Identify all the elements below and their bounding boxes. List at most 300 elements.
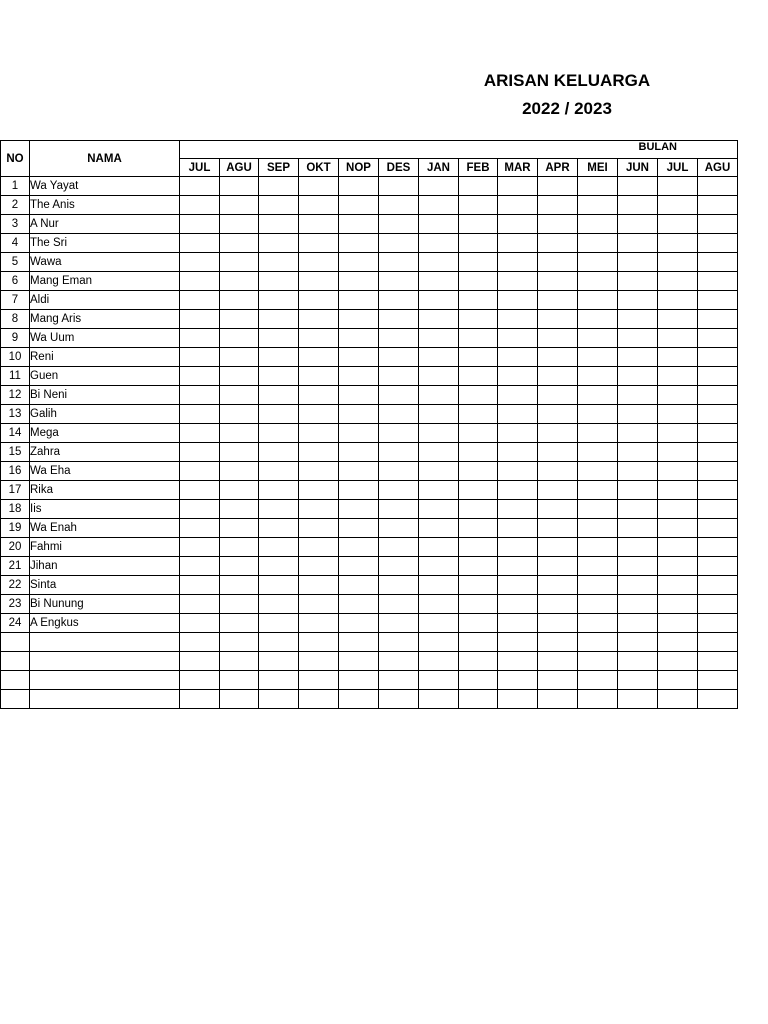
table-row xyxy=(1,367,738,386)
month-cell xyxy=(259,633,299,652)
month-cell xyxy=(658,405,698,424)
table-row xyxy=(1,576,738,595)
month-cell xyxy=(459,310,498,329)
month-cell xyxy=(698,500,738,519)
month-cell xyxy=(339,310,379,329)
month-cell xyxy=(658,538,698,557)
month-cell xyxy=(538,652,578,671)
month-cell xyxy=(618,386,658,405)
month-cell xyxy=(259,690,299,709)
member-name: Iis xyxy=(30,500,180,519)
month-cell xyxy=(339,272,379,291)
month-cell xyxy=(538,272,578,291)
month-cell xyxy=(180,481,220,500)
table-row xyxy=(1,424,738,443)
month-header-1: JUL xyxy=(180,159,220,177)
member-name xyxy=(30,690,180,709)
table-row xyxy=(1,538,738,557)
column-header-name: NAMA xyxy=(30,141,180,177)
row-number: 19 xyxy=(1,519,30,538)
month-cell xyxy=(339,177,379,196)
month-cell xyxy=(339,386,379,405)
table-row xyxy=(1,253,738,272)
month-cell xyxy=(459,367,498,386)
month-cell xyxy=(498,576,538,595)
month-header-4: OKT xyxy=(299,159,339,177)
month-cell xyxy=(698,348,738,367)
month-cell xyxy=(419,519,459,538)
month-cell xyxy=(259,310,299,329)
month-cell xyxy=(220,386,259,405)
month-cell xyxy=(538,177,578,196)
month-cell xyxy=(419,671,459,690)
month-cell xyxy=(578,633,618,652)
month-cell xyxy=(698,329,738,348)
month-cell xyxy=(698,443,738,462)
month-cell xyxy=(578,291,618,310)
month-cell xyxy=(220,614,259,633)
month-cell xyxy=(618,215,658,234)
month-cell xyxy=(220,253,259,272)
month-cell xyxy=(658,424,698,443)
month-cell xyxy=(299,500,339,519)
month-cell xyxy=(658,367,698,386)
row-number: 14 xyxy=(1,424,30,443)
month-cell xyxy=(220,215,259,234)
member-name: A Engkus xyxy=(30,614,180,633)
member-name xyxy=(30,652,180,671)
month-cell xyxy=(698,291,738,310)
month-cell xyxy=(698,557,738,576)
month-cell xyxy=(379,177,419,196)
member-name xyxy=(30,671,180,690)
month-cell xyxy=(498,690,538,709)
month-cell xyxy=(578,500,618,519)
month-cell xyxy=(220,367,259,386)
month-cell xyxy=(459,595,498,614)
month-header-3: SEP xyxy=(259,159,299,177)
month-cell xyxy=(180,462,220,481)
month-cell xyxy=(180,690,220,709)
month-cell xyxy=(299,272,339,291)
month-header-2: AGU xyxy=(220,159,259,177)
month-cell xyxy=(498,462,538,481)
month-cell xyxy=(698,272,738,291)
month-cell xyxy=(379,576,419,595)
month-cell xyxy=(379,272,419,291)
month-cell xyxy=(498,652,538,671)
month-cell xyxy=(299,690,339,709)
month-cell xyxy=(379,690,419,709)
month-cell xyxy=(180,291,220,310)
row-number: 2 xyxy=(1,196,30,215)
month-cell xyxy=(339,443,379,462)
month-cell xyxy=(220,538,259,557)
row-number: 21 xyxy=(1,557,30,576)
member-name: Reni xyxy=(30,348,180,367)
month-header-7: JAN xyxy=(419,159,459,177)
month-cell xyxy=(180,329,220,348)
month-cell xyxy=(459,177,498,196)
month-cell xyxy=(618,500,658,519)
month-cell xyxy=(538,690,578,709)
month-cell xyxy=(180,671,220,690)
row-number: 4 xyxy=(1,234,30,253)
month-cell xyxy=(698,462,738,481)
month-cell xyxy=(339,234,379,253)
month-cell xyxy=(419,310,459,329)
month-cell xyxy=(538,215,578,234)
member-name: Mang Aris xyxy=(30,310,180,329)
month-cell xyxy=(658,500,698,519)
column-group-bulan: BULAN xyxy=(180,141,738,159)
month-cell xyxy=(299,405,339,424)
month-cell xyxy=(658,348,698,367)
month-cell xyxy=(180,500,220,519)
member-name: The Anis xyxy=(30,196,180,215)
month-cell xyxy=(658,291,698,310)
month-cell xyxy=(578,595,618,614)
month-cell xyxy=(538,538,578,557)
month-cell xyxy=(339,424,379,443)
month-header-8: FEB xyxy=(459,159,498,177)
month-cell xyxy=(498,614,538,633)
month-cell xyxy=(698,671,738,690)
row-number: 18 xyxy=(1,500,30,519)
month-cell xyxy=(538,557,578,576)
month-cell xyxy=(379,424,419,443)
month-cell xyxy=(538,405,578,424)
month-cell xyxy=(498,633,538,652)
month-cell xyxy=(379,367,419,386)
table-row xyxy=(1,481,738,500)
table-row xyxy=(1,557,738,576)
month-cell xyxy=(618,253,658,272)
month-cell xyxy=(459,348,498,367)
month-cell xyxy=(419,215,459,234)
month-cell xyxy=(339,633,379,652)
month-cell xyxy=(698,614,738,633)
month-cell xyxy=(498,329,538,348)
month-cell xyxy=(498,348,538,367)
table-row xyxy=(1,348,738,367)
month-cell xyxy=(618,177,658,196)
month-cell xyxy=(299,196,339,215)
table-row xyxy=(1,595,738,614)
month-cell xyxy=(299,348,339,367)
month-cell xyxy=(498,215,538,234)
month-cell xyxy=(578,443,618,462)
month-cell xyxy=(618,671,658,690)
month-cell xyxy=(220,690,259,709)
month-cell xyxy=(220,291,259,310)
row-number xyxy=(1,671,30,690)
month-cell xyxy=(339,215,379,234)
month-cell xyxy=(259,253,299,272)
month-cell xyxy=(618,690,658,709)
month-cell xyxy=(498,386,538,405)
month-header-9: MAR xyxy=(498,159,538,177)
month-cell xyxy=(259,538,299,557)
month-cell xyxy=(498,424,538,443)
member-name: Bi Neni xyxy=(30,386,180,405)
month-cell xyxy=(419,367,459,386)
month-cell xyxy=(578,272,618,291)
month-cell xyxy=(698,196,738,215)
month-cell xyxy=(299,253,339,272)
month-cell xyxy=(459,234,498,253)
table-row xyxy=(1,310,738,329)
member-name: Rika xyxy=(30,481,180,500)
month-cell xyxy=(299,633,339,652)
month-cell xyxy=(220,196,259,215)
month-cell xyxy=(538,367,578,386)
month-cell xyxy=(459,652,498,671)
month-cell xyxy=(618,462,658,481)
month-cell xyxy=(379,310,419,329)
month-cell xyxy=(459,405,498,424)
month-cell xyxy=(658,234,698,253)
month-cell xyxy=(379,291,419,310)
month-cell xyxy=(299,595,339,614)
month-cell xyxy=(538,291,578,310)
month-cell xyxy=(658,690,698,709)
month-cell xyxy=(180,386,220,405)
month-cell xyxy=(379,500,419,519)
row-number: 24 xyxy=(1,614,30,633)
month-cell xyxy=(578,462,618,481)
member-name: Aldi xyxy=(30,291,180,310)
month-cell xyxy=(498,671,538,690)
month-header-6: DES xyxy=(379,159,419,177)
month-cell xyxy=(459,557,498,576)
row-number: 16 xyxy=(1,462,30,481)
month-cell xyxy=(379,614,419,633)
month-header-5: NOP xyxy=(339,159,379,177)
month-cell xyxy=(538,253,578,272)
month-cell xyxy=(578,329,618,348)
month-cell xyxy=(419,576,459,595)
month-cell xyxy=(259,405,299,424)
month-cell xyxy=(339,576,379,595)
month-cell xyxy=(658,633,698,652)
month-cell xyxy=(379,519,419,538)
month-cell xyxy=(299,652,339,671)
month-cell xyxy=(299,538,339,557)
month-cell xyxy=(578,538,618,557)
month-cell xyxy=(459,462,498,481)
month-cell xyxy=(220,519,259,538)
month-cell xyxy=(538,424,578,443)
month-cell xyxy=(498,310,538,329)
month-cell xyxy=(259,595,299,614)
month-cell xyxy=(698,386,738,405)
row-number: 6 xyxy=(1,272,30,291)
row-number: 9 xyxy=(1,329,30,348)
month-cell xyxy=(618,329,658,348)
sheet-title: ARISAN KELUARGA xyxy=(483,71,651,90)
month-cell xyxy=(419,348,459,367)
row-number: 7 xyxy=(1,291,30,310)
member-name: Guen xyxy=(30,367,180,386)
month-cell xyxy=(220,576,259,595)
month-cell xyxy=(419,234,459,253)
month-cell xyxy=(299,481,339,500)
month-cell xyxy=(419,500,459,519)
month-cell xyxy=(658,462,698,481)
month-cell xyxy=(658,443,698,462)
month-cell xyxy=(379,538,419,557)
month-cell xyxy=(259,462,299,481)
month-cell xyxy=(658,310,698,329)
month-cell xyxy=(578,424,618,443)
month-cell xyxy=(299,234,339,253)
month-cell xyxy=(618,348,658,367)
month-cell xyxy=(339,652,379,671)
month-cell xyxy=(498,253,538,272)
month-cell xyxy=(339,519,379,538)
month-cell xyxy=(578,690,618,709)
month-cell xyxy=(658,614,698,633)
month-cell xyxy=(419,652,459,671)
member-name: Mega xyxy=(30,424,180,443)
month-cell xyxy=(259,576,299,595)
month-cell xyxy=(498,595,538,614)
month-cell xyxy=(220,671,259,690)
month-cell xyxy=(498,443,538,462)
month-cell xyxy=(618,405,658,424)
month-cell xyxy=(339,348,379,367)
member-name: Zahra xyxy=(30,443,180,462)
month-cell xyxy=(259,177,299,196)
month-cell xyxy=(459,291,498,310)
month-cell xyxy=(180,310,220,329)
month-cell xyxy=(578,177,618,196)
month-cell xyxy=(498,538,538,557)
month-cell xyxy=(618,367,658,386)
month-cell xyxy=(419,196,459,215)
month-cell xyxy=(339,500,379,519)
month-cell xyxy=(259,424,299,443)
month-cell xyxy=(180,614,220,633)
table-row xyxy=(1,519,738,538)
month-cell xyxy=(339,481,379,500)
month-cell xyxy=(578,215,618,234)
month-cell xyxy=(220,595,259,614)
member-name: Wa Enah xyxy=(30,519,180,538)
month-cell xyxy=(180,348,220,367)
month-cell xyxy=(459,519,498,538)
month-cell xyxy=(379,215,419,234)
month-cell xyxy=(498,196,538,215)
month-cell xyxy=(220,652,259,671)
month-cell xyxy=(220,443,259,462)
month-cell xyxy=(538,595,578,614)
member-name: A Nur xyxy=(30,215,180,234)
row-number: 11 xyxy=(1,367,30,386)
month-cell xyxy=(578,405,618,424)
month-cell xyxy=(180,177,220,196)
month-cell xyxy=(618,196,658,215)
month-cell xyxy=(578,671,618,690)
month-cell xyxy=(498,367,538,386)
month-header-13: JUL xyxy=(658,159,698,177)
table-row xyxy=(1,405,738,424)
row-number: 5 xyxy=(1,253,30,272)
month-cell xyxy=(538,234,578,253)
month-cell xyxy=(419,329,459,348)
month-cell xyxy=(698,481,738,500)
table-row xyxy=(1,443,738,462)
month-cell xyxy=(459,443,498,462)
month-cell xyxy=(299,329,339,348)
month-cell xyxy=(379,386,419,405)
month-cell xyxy=(578,652,618,671)
month-cell xyxy=(379,652,419,671)
month-cell xyxy=(658,557,698,576)
month-cell xyxy=(220,633,259,652)
month-cell xyxy=(259,272,299,291)
month-cell xyxy=(180,405,220,424)
member-name: Wawa xyxy=(30,253,180,272)
row-number: 15 xyxy=(1,443,30,462)
month-cell xyxy=(180,215,220,234)
month-cell xyxy=(658,215,698,234)
month-cell xyxy=(578,348,618,367)
month-cell xyxy=(180,538,220,557)
month-cell xyxy=(379,462,419,481)
month-cell xyxy=(498,291,538,310)
month-cell xyxy=(618,481,658,500)
month-cell xyxy=(379,234,419,253)
table-row xyxy=(1,272,738,291)
month-cell xyxy=(578,386,618,405)
month-cell xyxy=(538,500,578,519)
month-cell xyxy=(419,690,459,709)
month-cell xyxy=(618,557,658,576)
member-name: Galih xyxy=(30,405,180,424)
table-row xyxy=(1,462,738,481)
month-cell xyxy=(379,481,419,500)
month-cell xyxy=(419,633,459,652)
month-cell xyxy=(339,595,379,614)
month-cell xyxy=(658,329,698,348)
month-cell xyxy=(379,348,419,367)
month-cell xyxy=(618,234,658,253)
month-cell xyxy=(658,671,698,690)
month-cell xyxy=(538,348,578,367)
month-cell xyxy=(339,367,379,386)
month-cell xyxy=(618,310,658,329)
member-name xyxy=(30,633,180,652)
month-cell xyxy=(618,424,658,443)
month-cell xyxy=(538,310,578,329)
month-cell xyxy=(578,234,618,253)
month-cell xyxy=(658,272,698,291)
month-cell xyxy=(259,614,299,633)
month-cell xyxy=(538,386,578,405)
month-cell xyxy=(259,234,299,253)
member-name: Mang Eman xyxy=(30,272,180,291)
month-cell xyxy=(339,196,379,215)
month-cell xyxy=(419,481,459,500)
month-cell xyxy=(538,633,578,652)
row-number: 10 xyxy=(1,348,30,367)
column-header-no: NO xyxy=(1,141,30,177)
month-cell xyxy=(180,234,220,253)
month-cell xyxy=(459,329,498,348)
member-name: Sinta xyxy=(30,576,180,595)
